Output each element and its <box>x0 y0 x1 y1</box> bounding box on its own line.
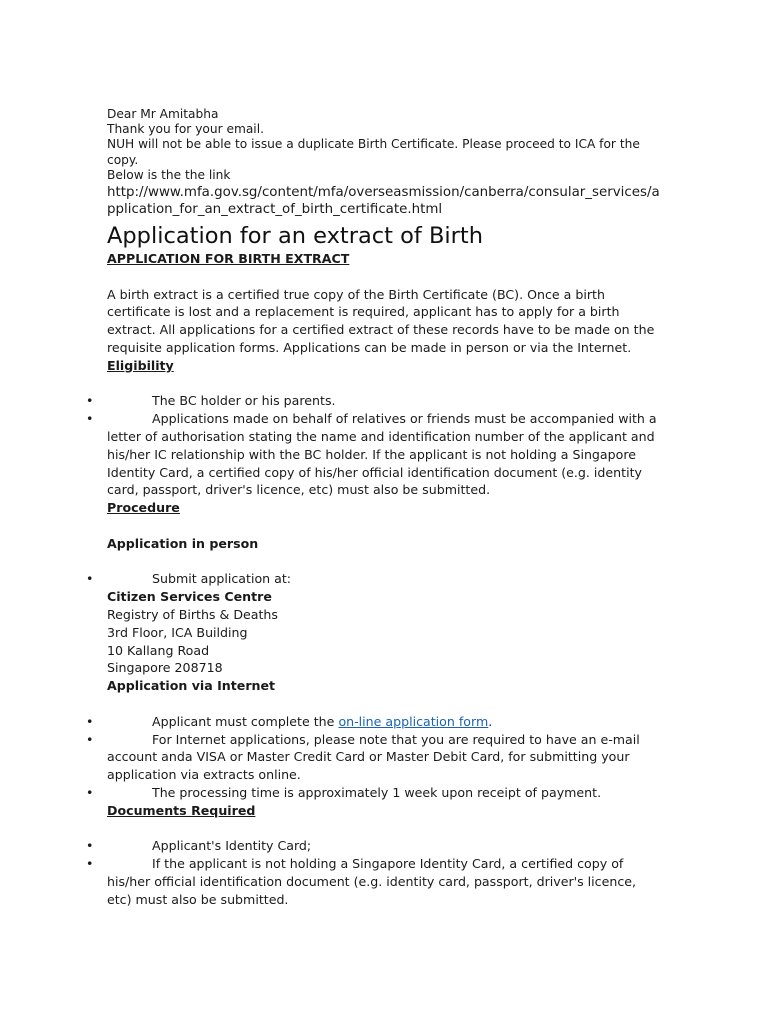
document-page <box>86 107 663 909</box>
bullet-icon: • <box>86 856 94 872</box>
address-name: Citizen Services Centre <box>107 589 272 605</box>
internet-list <box>86 713 663 802</box>
eligibility-list <box>86 392 663 499</box>
list-item-text: Applicant's Identity Card; <box>152 838 312 854</box>
documents-list <box>86 837 663 908</box>
address-line: Singapore 208718 <box>107 660 223 676</box>
address-line: 3rd Floor, ICA Building <box>107 624 248 640</box>
spacer <box>107 375 663 393</box>
list-item <box>86 570 663 588</box>
list-item-text: For Internet applications, please note that you are required to have an e-mail account anda VISA or Master Credit Card or Master Debit Card, for submitting your application via extracts online. <box>107 731 640 783</box>
list-item-text: Applications made on behalf of relatives or friends must be accompanied with a letter of authorisation stating the name and identification number of the applicant and his/her IC relationship with the BC holder. If the applicant is not holding a Singapore Identity Card, a certified copy of his/her official identification document (e.g. identity card, passport, driver's licence, etc) must also be submitted. <box>107 411 657 498</box>
list-item <box>86 713 663 731</box>
spacer <box>107 517 663 535</box>
online-application-form-link[interactable]: on-line application form <box>338 713 489 729</box>
list-item <box>86 410 663 499</box>
intro-paragraph: A birth extract is a certified true copy of the Birth Certificate (BC). Once a birth certificate is lost and a replacement is required, applicant has to apply for a birth extract. All applications for a certified extract of these records have to be made on the requisite application forms. Applications can be made in person or via the Internet. <box>107 286 655 355</box>
spacer <box>107 695 663 713</box>
list-item <box>86 392 663 410</box>
address-line: 10 Kallang Road <box>107 642 210 658</box>
list-item-text: If the applicant is not holding a Singapore Identity Card, a certified copy of his/her official identification document (e.g. identity card, passport, driver's licence, etc) must also be submitted. <box>107 856 636 907</box>
email-link-intro: Below is the the link <box>107 167 231 182</box>
list-item <box>86 837 663 855</box>
list-item <box>86 784 663 802</box>
section-heading: APPLICATION FOR BIRTH EXTRACT <box>107 251 350 267</box>
address-line: Registry of Births & Deaths <box>107 606 278 622</box>
list-item-text: Submit application at: <box>152 571 292 587</box>
bullet-icon: • <box>86 393 94 409</box>
list-item-text: The BC holder or his parents. <box>152 393 336 409</box>
bullet-icon: • <box>86 784 94 800</box>
list-item <box>86 731 663 784</box>
documents-heading: Documents Required <box>107 802 256 818</box>
bullet-icon: • <box>86 713 94 729</box>
bullet-icon: • <box>86 838 94 854</box>
in-person-heading: Application in person <box>107 535 259 551</box>
email-thanks: Thank you for your email. <box>107 122 264 137</box>
email-body <box>107 107 663 218</box>
address-block <box>107 588 663 677</box>
article-body <box>86 250 663 908</box>
internet-heading: Application via Internet <box>107 678 276 694</box>
spacer <box>107 268 663 286</box>
list-item <box>86 855 663 908</box>
spacer <box>107 553 663 571</box>
page-title: Application for an extract of Birth <box>107 223 483 250</box>
list-item-text: Applicant must complete the <box>152 713 335 729</box>
email-url[interactable]: http://www.mfa.gov.sg/content/mfa/overseasmission/canberra/consular_services/application_for_an_extract_of_birth_certificate.html <box>107 185 660 217</box>
list-item-suffix: . <box>488 713 493 729</box>
eligibility-heading: Eligibility <box>107 357 174 373</box>
procedure-heading: Procedure <box>107 500 180 516</box>
bullet-icon: • <box>86 571 94 587</box>
bullet-icon: • <box>86 731 94 747</box>
spacer <box>107 820 663 838</box>
in-person-list <box>86 570 663 588</box>
email-notice: NUH will not be able to issue a duplicate Birth Certificate. Please proceed to ICA for the copy. <box>107 137 640 167</box>
list-item-text: The processing time is approximately 1 week upon receipt of payment. <box>152 784 602 800</box>
email-greeting: Dear Mr Amitabha <box>107 107 219 121</box>
bullet-icon: • <box>86 411 94 427</box>
